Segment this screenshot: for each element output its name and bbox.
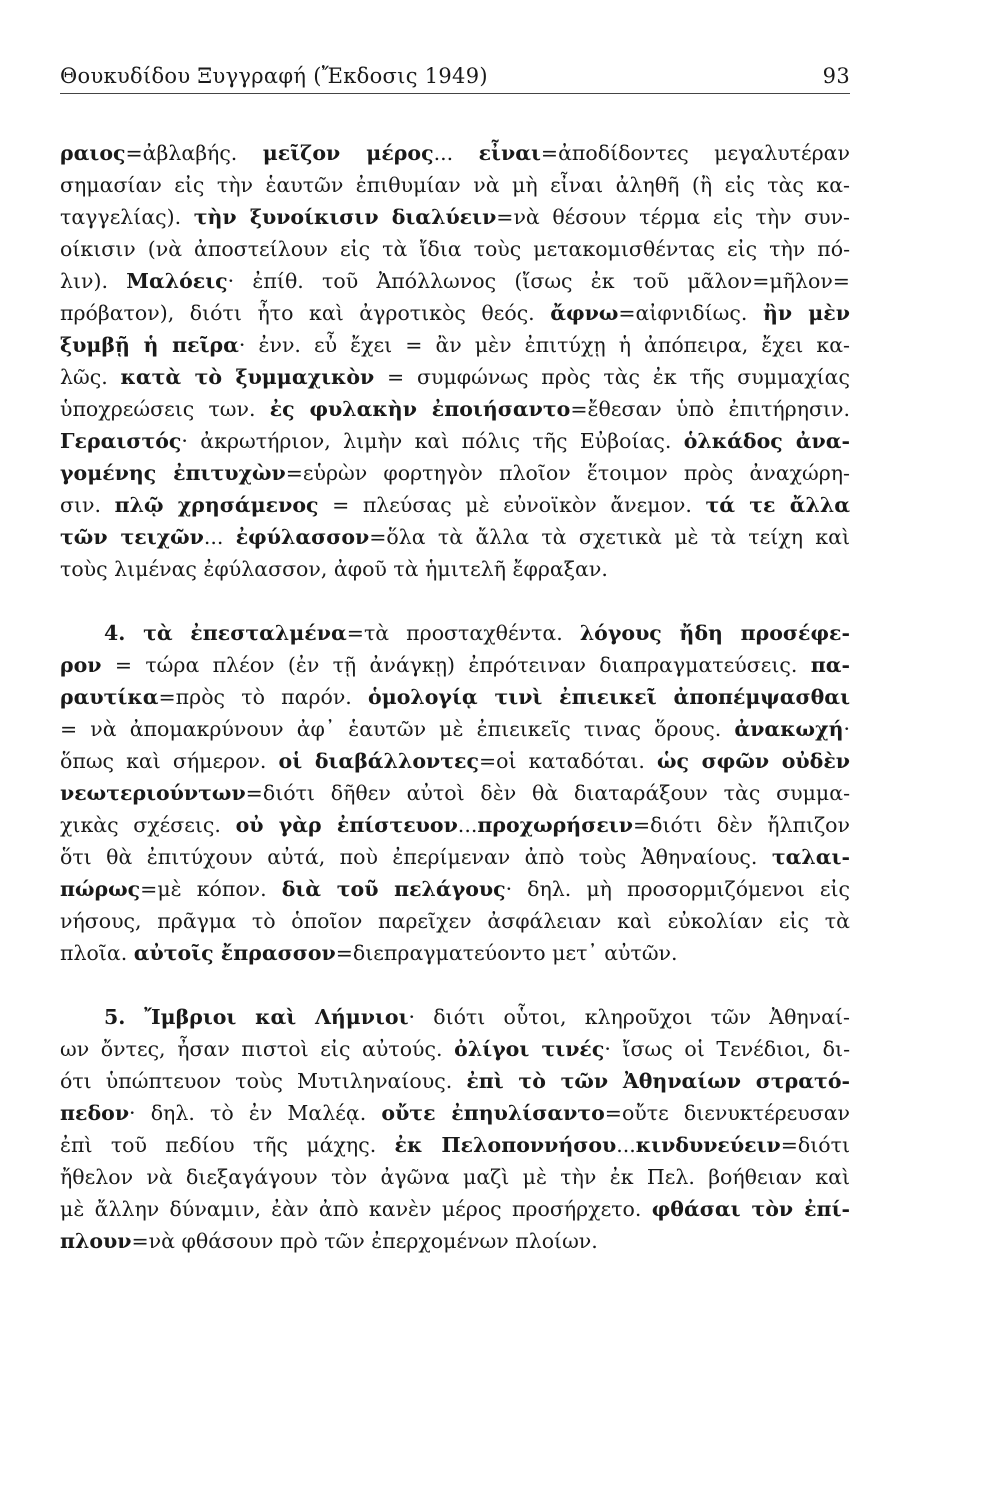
gloss: =οἱ καταδόται. <box>478 749 657 773</box>
text-line <box>60 1037 850 1061</box>
lemma: γομένης ἐπιτυχὼν <box>60 461 286 485</box>
lemma: προχωρήσειν <box>477 813 633 837</box>
text-line <box>60 877 850 901</box>
text-line <box>60 141 850 165</box>
lemma: ραιος <box>60 141 126 165</box>
text-line <box>60 845 850 869</box>
gloss: =ἀβλαβής. <box>125 141 263 165</box>
gloss: · δηλ. μὴ προσορμιζόμενοι εἰς <box>505 877 850 901</box>
gloss: =διεπραγματεύοντο μετ᾽ αὐτῶν. <box>335 941 678 965</box>
text-line <box>60 173 850 197</box>
gloss: =νὰ θέσουν τέρμα εἰς τὴν συν- <box>496 205 850 229</box>
lemma: Γεραιστός <box>60 429 182 453</box>
lemma: ἐκ Πελοποννήσου <box>394 1133 617 1157</box>
lemma: ὡς σφῶν οὐδὲν <box>656 749 851 773</box>
gloss: μὲ ἄλλην δύναμιν, ἐὰν ἀπὸ κανὲν μέρος προσήρχετο. <box>60 1197 652 1221</box>
gloss: λῶς. <box>60 365 121 389</box>
lemma: Μαλόεις <box>126 269 228 293</box>
gloss: =διότι δῆθεν αὐτοὶ δὲν θὰ διαταράξουν τὰς συμμα- <box>245 781 850 805</box>
text-line <box>60 493 850 517</box>
text-line <box>60 1165 850 1189</box>
text-line <box>60 621 850 645</box>
lemma: διὰ τοῦ πελάγους <box>281 877 506 901</box>
text-line <box>60 781 850 805</box>
gloss: πλοῖα. <box>60 941 134 965</box>
text-line <box>60 1197 850 1221</box>
lemma: ραυτίκα <box>60 685 159 709</box>
lemma: εἶναι <box>478 141 541 165</box>
gloss: λιν). <box>60 269 127 293</box>
text-line <box>60 429 850 453</box>
lemma: τά τε ἄλλα <box>705 493 851 517</box>
lemma: πλουν <box>60 1229 132 1253</box>
gloss: οίκισιν (νὰ ἀποστείλουν εἰς τὰ ἴδια τοὺς μετακομισθέντας εἰς τὴν πό- <box>60 237 850 261</box>
gloss: ἤθελον νὰ διεξαγάγουν τὸν ἀγῶνα μαζὶ μὲ τὴν ἐκ Πελ. βοήθειαν καὶ <box>60 1165 850 1189</box>
gloss: =αἰφνιδίως. <box>618 301 763 325</box>
gloss: ταγγελίας). <box>60 205 194 229</box>
gloss: νήσους, πρᾶγμα τὸ ὁποῖον παρεῖχεν ἀσφάλειαν καὶ εὐκολίαν εἰς τὰ <box>60 909 850 933</box>
lemma: 4. <box>104 621 144 645</box>
gloss: · ἴσως οἱ Τενέδιοι, δι- <box>604 1037 850 1061</box>
lemma: ἐς φυλακὴν ἐποιήσαντο <box>269 397 571 421</box>
text-line <box>60 717 850 741</box>
gloss: =μὲ κόπον. <box>140 877 282 901</box>
lemma: τὴν ξυνοίκισιν διαλύειν <box>193 205 497 229</box>
text-line <box>60 333 850 357</box>
text-line <box>60 749 850 773</box>
gloss: = πλεύσας μὲ εὐνοϊκὸν ἄνεμον. <box>318 493 706 517</box>
gloss: = συμφώνως πρὸς τὰς ἐκ τῆς συμμαχίας <box>374 365 850 389</box>
gloss: ὑποχρεώσεις των. <box>60 397 270 421</box>
gloss: =νὰ φθάσουν πρὸ τῶν ἐπερχομένων πλοίων. <box>131 1229 598 1253</box>
lemma: Ἴμβριοι καὶ Λήμνιοι <box>144 1005 409 1029</box>
gloss: = νὰ ἀπομακρύνουν ἀφ᾽ ἑαυτῶν μὲ ἐπιεικεῖς τινας ὅρους. <box>60 717 735 741</box>
gloss: · διότι οὗτοι, κληροῦχοι τῶν Ἀθηναί- <box>408 1005 850 1029</box>
gloss: ὅτι θὰ ἐπιτύχουν αὐτά, ποὺ ἐπερίμεναν ἀπὸ τοὺς Ἀθηναίους. <box>60 845 772 869</box>
gloss: =ἀποδίδοντες μεγαλυτέραν <box>540 141 850 165</box>
gloss: χικὰς σχέσεις. <box>60 813 236 837</box>
lemma: ἄφνω <box>550 301 619 325</box>
gloss: ... <box>457 813 478 837</box>
lemma: κατὰ τὸ ξυμμαχικὸν <box>120 365 375 389</box>
lemma: ὁλκάδος ἀνα- <box>683 429 851 453</box>
lemma: οἱ διαβάλλοντες <box>278 749 479 773</box>
text-line <box>60 301 850 325</box>
header-rule <box>60 93 850 94</box>
gloss: = τώρα πλέον (ἐν τῇ ἀνάγκῃ) ἐπρότειναν διαπραγματεύσεις. <box>101 653 811 677</box>
gloss: =διότι <box>780 1133 850 1157</box>
gloss: τοὺς λιμένας ἐφύλασσον, ἀφοῦ τὰ ἡμιτελῆ ἔφραξαν. <box>60 557 608 581</box>
gloss: =ὅλα τὰ ἄλλα τὰ σχετικὰ μὲ τὰ τείχη καὶ <box>369 525 850 549</box>
gloss: πρόβατον), διότι ἦτο καὶ ἀγροτικὸς θεός. <box>60 301 551 325</box>
gloss: =εὑρὼν φορτηγὸν πλοῖον ἕτοιμον πρὸς ἀναχώρη- <box>285 461 850 485</box>
gloss: ότι ὑπώπτευον τοὺς Μυτιληναίους. <box>60 1069 467 1093</box>
lemma: λόγους ἤδη προσέφε- <box>579 621 850 645</box>
text-line <box>60 909 850 933</box>
gloss: ἐπὶ τοῦ πεδίου τῆς μάχης. <box>60 1133 395 1157</box>
lemma: τῶν τειχῶν <box>60 525 204 549</box>
lemma: οὔτε ἐπηυλίσαντο <box>381 1101 605 1125</box>
gloss: ... <box>433 141 479 165</box>
gloss: =πρὸς τὸ παρόν. <box>158 685 369 709</box>
gloss: · ἐνν. εὖ ἔχει = ἂν μὲν ἐπιτύχῃ ἡ ἀπόπειρα, ἔχει κα- <box>238 333 850 357</box>
gloss: ... <box>616 1133 636 1157</box>
lemma: νεωτεριούντων <box>60 781 246 805</box>
lemma: κινδυνεύειν <box>635 1133 781 1157</box>
text-line <box>60 1101 850 1125</box>
running-header <box>60 64 850 88</box>
text-line <box>60 1133 850 1157</box>
lemma: ξυμβῇ ἡ πεῖρα <box>60 333 239 357</box>
lemma: ταλαι- <box>771 845 850 869</box>
lemma: ἐφύλασσον <box>235 525 370 549</box>
gloss: · ἀκρωτήριον, λιμὴν καὶ πόλις τῆς Εὐβοίας. <box>181 429 684 453</box>
text-line <box>60 237 850 261</box>
gloss: · <box>843 717 850 741</box>
lemma: ἐπὶ τὸ τῶν Ἀθηναίων στρατό- <box>466 1069 850 1093</box>
gloss: ... <box>203 525 236 549</box>
lemma: αὐτοῖς ἔπρασσον <box>133 941 336 965</box>
text-line <box>60 365 850 389</box>
text-line <box>60 1069 850 1093</box>
text-line <box>60 1005 850 1029</box>
gloss: ὅπως καὶ σήμερον. <box>60 749 279 773</box>
text-line <box>60 269 850 293</box>
page-number: 93 <box>822 64 850 88</box>
lemma: ὁμολογίᾳ τινὶ ἐπιεικεῖ ἀποπέμψασθαι <box>368 685 850 709</box>
text-line <box>60 941 850 965</box>
text-line <box>60 205 850 229</box>
lemma: οὐ γὰρ ἐπίστευον <box>235 813 458 837</box>
text-line <box>60 397 850 421</box>
lemma: ἀνακωχή <box>734 717 844 741</box>
lemma: φθάσαι τὸν ἐπί- <box>651 1197 850 1221</box>
lemma: τὰ ἐπεσταλμένα <box>143 621 347 645</box>
gloss: σημασίαν εἰς τὴν ἑαυτῶν ἐπιθυμίαν νὰ μὴ εἶναι ἀληθῆ (ἢ εἰς τὰς κα- <box>60 173 850 197</box>
gloss: · δηλ. τὸ ἐν Μαλέᾳ. <box>129 1101 382 1125</box>
text-line <box>60 813 850 837</box>
lemma: ὀλίγοι τινές <box>454 1037 605 1061</box>
gloss: =διότι δὲν ἤλπιζον <box>632 813 850 837</box>
gloss: =οὔτε διενυκτέρευσαν <box>604 1101 851 1125</box>
text-line <box>60 1229 850 1253</box>
gloss: =τὰ προσταχθέντα. <box>346 621 580 645</box>
running-title: Θουκυδίδου Ξυγγραφή (Ἔκδοσις 1949) <box>60 64 488 88</box>
text-line <box>60 653 850 677</box>
lemma: ρον <box>60 653 102 677</box>
text-line <box>60 525 850 549</box>
gloss: · ἐπίθ. τοῦ Ἀπόλλωνος (ἴσως ἐκ τοῦ μᾶλον=μῆλον= <box>227 269 850 293</box>
gloss: σιν. <box>60 493 115 517</box>
text-line <box>60 685 850 709</box>
lemma: πα- <box>810 653 850 677</box>
lemma: πεδον <box>60 1101 130 1125</box>
lemma: πλῷ χρησάμενος <box>114 493 319 517</box>
text-line <box>60 461 850 485</box>
gloss: ων ὄντες, ἦσαν πιστοὶ εἰς αὐτούς. <box>60 1037 455 1061</box>
lemma: πώρως <box>60 877 141 901</box>
lemma: μεῖζον μέρος <box>262 141 434 165</box>
lemma: 5. <box>104 1005 145 1029</box>
gloss: =ἔθεσαν ὑπὸ ἐπιτήρησιν. <box>570 397 850 421</box>
lemma: ἢν μὲν <box>762 301 850 325</box>
text-line <box>60 557 850 581</box>
